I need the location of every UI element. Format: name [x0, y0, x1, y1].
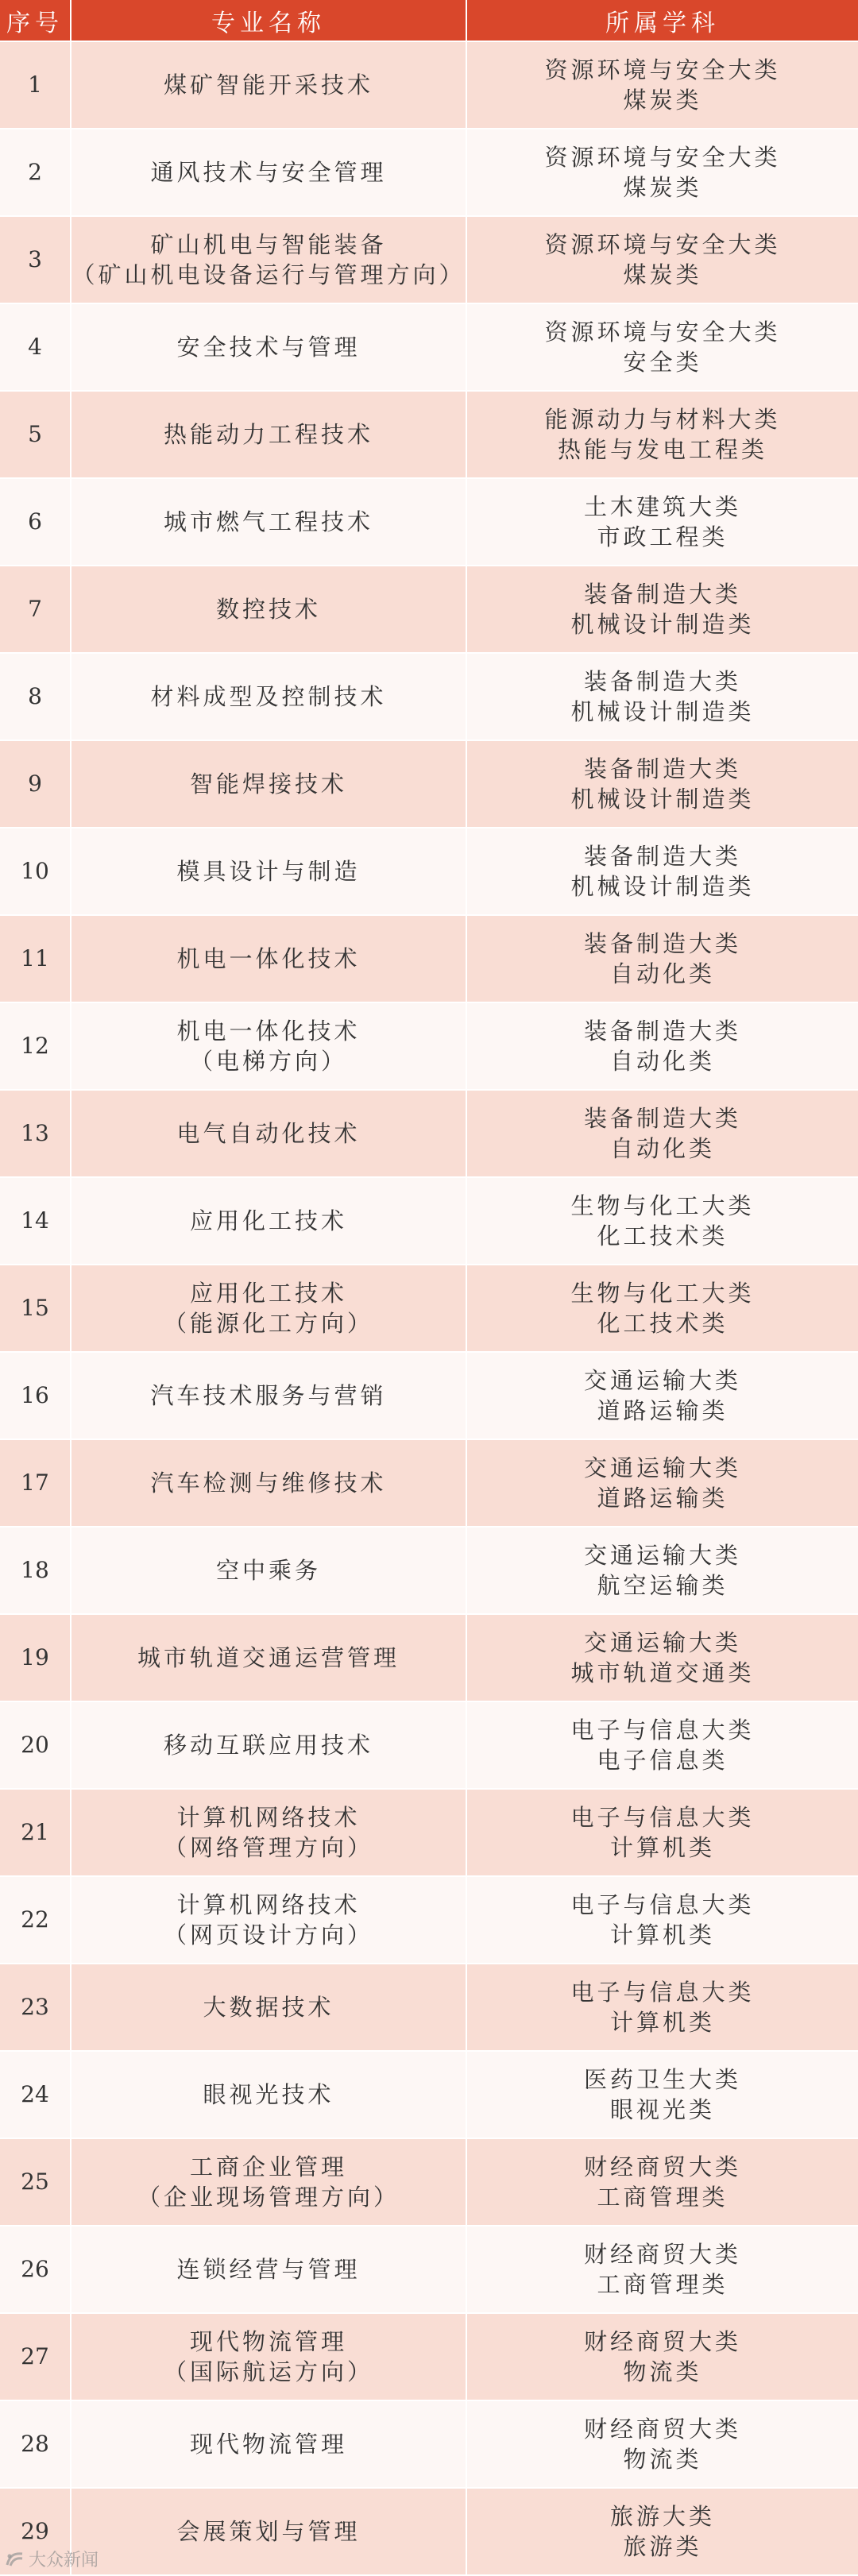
cell-category [466, 2313, 858, 2400]
category-line: 煤炭类 [623, 174, 702, 201]
major-name-line: 材料成型及控制技术 [150, 683, 387, 710]
category-line: 电子与信息大类 [570, 1891, 755, 1918]
table-row [0, 2488, 858, 2575]
category-line: 财经商贸大类 [583, 2416, 741, 2443]
cell-category [466, 2051, 858, 2138]
category-line: 工商管理类 [597, 2184, 729, 2211]
table-row [0, 828, 858, 915]
category-line: 安全类 [623, 349, 702, 376]
cell-category [466, 1002, 858, 1090]
cell-serial: 29 [0, 2488, 71, 2575]
header-major-name: 专业名称 [71, 0, 466, 41]
table-row [0, 2313, 858, 2400]
major-name-line: 计算机网络技术 [176, 1804, 361, 1831]
cell-category [466, 1789, 858, 1876]
major-name-line: （电梯方向） [189, 1048, 347, 1075]
cell-major-name [71, 653, 466, 740]
cell-major-name [71, 1439, 466, 1527]
table-row [0, 740, 858, 828]
category-line: 机械设计制造类 [570, 873, 755, 900]
category-line: 航空运输类 [597, 1572, 729, 1599]
category-line: 计算机类 [609, 1921, 715, 1948]
cell-serial: 5 [0, 391, 71, 478]
cell-serial: 12 [0, 1002, 71, 1090]
major-name-line: 汽车技术服务与营销 [150, 1382, 387, 1409]
cell-serial: 22 [0, 1876, 71, 1964]
cell-major-name [71, 2400, 466, 2488]
cell-major-name [71, 1002, 466, 1090]
category-line: 自动化类 [609, 1048, 715, 1075]
watermark [5, 2547, 99, 2571]
cell-serial: 19 [0, 1614, 71, 1701]
cell-major-name [71, 391, 466, 478]
table-row [0, 1265, 858, 1352]
cell-major-name [71, 41, 466, 129]
category-line: 电子信息类 [597, 1747, 729, 1774]
major-name-line: （国际航运方向） [163, 2358, 373, 2385]
cell-category [466, 41, 858, 129]
major-name-line: 智能焊接技术 [189, 770, 347, 798]
major-name-line: 会展策划与管理 [176, 2518, 361, 2545]
category-line: 财经商贸大类 [583, 2328, 741, 2355]
table-row [0, 2226, 858, 2313]
major-name-line: 通风技术与安全管理 [150, 159, 387, 186]
dazhong-logo-icon [5, 2551, 25, 2568]
cell-serial: 6 [0, 478, 71, 566]
category-line: 交通运输大类 [583, 1454, 741, 1481]
cell-serial: 15 [0, 1265, 71, 1352]
cell-major-name [71, 566, 466, 653]
category-line: 医药卫生大类 [583, 2066, 741, 2093]
cell-serial: 11 [0, 915, 71, 1002]
header-category: 所属学科 [466, 0, 858, 41]
cell-serial: 7 [0, 566, 71, 653]
category-line: 计算机类 [609, 2009, 715, 2036]
cell-major-name [71, 1265, 466, 1352]
category-line: 工商管理类 [597, 2271, 729, 2298]
category-line: 电子与信息大类 [570, 1979, 755, 2006]
cell-category [466, 1090, 858, 1177]
watermark-text: 大众新闻 [29, 2551, 99, 2570]
cell-major-name [71, 2488, 466, 2575]
cell-category [466, 1265, 858, 1352]
table-row [0, 1352, 858, 1439]
cell-major-name [71, 1614, 466, 1701]
cell-major-name [71, 478, 466, 566]
cell-major-name [71, 1090, 466, 1177]
major-name-line: 数控技术 [215, 596, 321, 623]
cell-major-name [71, 2313, 466, 2400]
category-line: 装备制造大类 [583, 581, 741, 608]
category-line: 市政工程类 [597, 523, 729, 550]
category-line: 装备制造大类 [583, 930, 741, 957]
category-line: 化工技术类 [597, 1310, 729, 1337]
cell-category [466, 129, 858, 216]
cell-category [466, 1964, 858, 2051]
cell-major-name [71, 216, 466, 303]
cell-serial: 4 [0, 303, 71, 391]
cell-serial: 23 [0, 1964, 71, 2051]
major-name-line: 应用化工技术 [189, 1280, 347, 1307]
cell-major-name [71, 1701, 466, 1789]
table-row [0, 216, 858, 303]
major-name-line: 煤矿智能开采技术 [163, 71, 373, 98]
category-line: 煤炭类 [623, 261, 702, 288]
cell-category [466, 1614, 858, 1701]
cell-major-name [71, 915, 466, 1002]
category-line: 计算机类 [609, 1834, 715, 1861]
major-name-line: （企业现场管理方向） [137, 2184, 400, 2211]
category-line: 资源环境与安全大类 [544, 56, 781, 83]
category-line: 资源环境与安全大类 [544, 231, 781, 258]
category-line: 物流类 [623, 2358, 702, 2385]
cell-major-name [71, 1876, 466, 1964]
category-line: 道路运输类 [597, 1397, 729, 1424]
table-header-row [0, 0, 858, 41]
category-line: 装备制造大类 [583, 668, 741, 695]
cell-serial: 25 [0, 2138, 71, 2226]
cell-major-name [71, 1352, 466, 1439]
category-line: 生物与化工大类 [570, 1192, 755, 1219]
category-line: 装备制造大类 [583, 1105, 741, 1132]
table-row [0, 41, 858, 129]
cell-major-name [71, 2051, 466, 2138]
table-row [0, 2051, 858, 2138]
table-row [0, 1701, 858, 1789]
category-line: 自动化类 [609, 1135, 715, 1162]
major-name-line: 计算机网络技术 [176, 1891, 361, 1918]
cell-serial: 21 [0, 1789, 71, 1876]
table-row [0, 1789, 858, 1876]
cell-category [466, 1527, 858, 1614]
cell-serial: 2 [0, 129, 71, 216]
major-name-line: 连锁经营与管理 [176, 2256, 361, 2283]
table-row [0, 1177, 858, 1265]
cell-serial: 20 [0, 1701, 71, 1789]
cell-serial: 28 [0, 2400, 71, 2488]
major-name-line: 安全技术与管理 [176, 334, 361, 361]
table-row [0, 566, 858, 653]
cell-major-name [71, 2226, 466, 2313]
table-row [0, 1439, 858, 1527]
major-name-line: 模具设计与制造 [176, 858, 361, 885]
cell-category [466, 1439, 858, 1527]
table-row [0, 1614, 858, 1701]
major-name-line: 汽车检测与维修技术 [150, 1470, 387, 1497]
cell-serial: 9 [0, 740, 71, 828]
category-line: 眼视光类 [609, 2096, 715, 2123]
major-name-line: 机电一体化技术 [176, 945, 361, 972]
cell-serial: 26 [0, 2226, 71, 2313]
category-line: 生物与化工大类 [570, 1280, 755, 1307]
cell-category [466, 1701, 858, 1789]
table-row [0, 2400, 858, 2488]
cell-category [466, 2138, 858, 2226]
category-line: 道路运输类 [597, 1485, 729, 1512]
table-row [0, 1002, 858, 1090]
table-row [0, 1090, 858, 1177]
cell-serial: 10 [0, 828, 71, 915]
table-row [0, 1964, 858, 2051]
table-body [0, 41, 858, 2575]
cell-category [466, 2400, 858, 2488]
cell-serial: 18 [0, 1527, 71, 1614]
cell-major-name [71, 2138, 466, 2226]
category-line: 资源环境与安全大类 [544, 144, 781, 171]
table-row [0, 303, 858, 391]
cell-category [466, 1876, 858, 1964]
cell-category [466, 915, 858, 1002]
table-row [0, 391, 858, 478]
major-name-line: （矿山机电设备运行与管理方向） [72, 261, 466, 288]
category-line: 财经商贸大类 [583, 2153, 741, 2180]
cell-serial: 17 [0, 1439, 71, 1527]
category-line: 机械设计制造类 [570, 698, 755, 725]
category-line: 电子与信息大类 [570, 1804, 755, 1831]
category-line: 热能与发电工程类 [557, 436, 767, 463]
major-name-line: 城市轨道交通运营管理 [137, 1644, 400, 1671]
category-line: 旅游大类 [609, 2503, 715, 2530]
cell-category [466, 216, 858, 303]
cell-category [466, 391, 858, 478]
category-line: 交通运输大类 [583, 1367, 741, 1394]
cell-category [466, 303, 858, 391]
cell-major-name [71, 1527, 466, 1614]
cell-category [466, 1352, 858, 1439]
cell-serial: 13 [0, 1090, 71, 1177]
major-name-line: 矿山机电与智能装备 [150, 231, 387, 258]
table-row [0, 2138, 858, 2226]
cell-major-name [71, 828, 466, 915]
cell-category [466, 478, 858, 566]
major-name-line: （能源化工方向） [163, 1310, 373, 1337]
cell-major-name [71, 1964, 466, 2051]
cell-category [466, 740, 858, 828]
category-line: 城市轨道交通类 [570, 1659, 755, 1686]
major-name-line: 眼视光技术 [203, 2081, 334, 2108]
table-row [0, 129, 858, 216]
major-name-line: 热能动力工程技术 [163, 421, 373, 448]
category-line: 机械设计制造类 [570, 786, 755, 813]
cell-serial: 3 [0, 216, 71, 303]
header-serial: 序号 [0, 0, 71, 41]
cell-major-name [71, 1177, 466, 1265]
category-line: 化工技术类 [597, 1222, 729, 1249]
table-row [0, 915, 858, 1002]
cell-serial: 24 [0, 2051, 71, 2138]
cell-major-name [71, 303, 466, 391]
table-row [0, 478, 858, 566]
cell-category [466, 2226, 858, 2313]
cell-category [466, 2488, 858, 2575]
category-line: 旅游类 [623, 2533, 702, 2560]
cell-serial: 1 [0, 41, 71, 129]
major-name-line: （网络管理方向） [163, 1834, 373, 1861]
major-name-line: 机电一体化技术 [176, 1018, 361, 1045]
category-line: 财经商贸大类 [583, 2241, 741, 2268]
cell-serial: 27 [0, 2313, 71, 2400]
category-line: 机械设计制造类 [570, 611, 755, 638]
major-name-line: 空中乘务 [215, 1557, 321, 1584]
category-line: 交通运输大类 [583, 1542, 741, 1569]
cell-category [466, 828, 858, 915]
table-row [0, 1876, 858, 1964]
cell-category [466, 1177, 858, 1265]
category-line: 电子与信息大类 [570, 1717, 755, 1744]
category-line: 装备制造大类 [583, 755, 741, 782]
cell-serial: 8 [0, 653, 71, 740]
category-line: 交通运输大类 [583, 1629, 741, 1656]
cell-category [466, 653, 858, 740]
cell-major-name [71, 129, 466, 216]
cell-serial: 16 [0, 1352, 71, 1439]
category-line: 土木建筑大类 [583, 493, 741, 520]
category-line: 煤炭类 [623, 87, 702, 114]
major-name-line: 电气自动化技术 [176, 1120, 361, 1147]
major-name-line: 工商企业管理 [189, 2153, 347, 2180]
major-name-line: （网页设计方向） [163, 1921, 373, 1948]
category-line: 物流类 [623, 2446, 702, 2473]
cell-serial: 14 [0, 1177, 71, 1265]
major-name-line: 城市燃气工程技术 [163, 508, 373, 535]
major-name-line: 移动互联应用技术 [163, 1732, 373, 1759]
major-name-line: 大数据技术 [203, 1994, 334, 2021]
cell-major-name [71, 740, 466, 828]
category-line: 能源动力与材料大类 [544, 406, 781, 433]
major-name-line: 应用化工技术 [189, 1207, 347, 1234]
cell-category [466, 566, 858, 653]
cell-major-name [71, 1789, 466, 1876]
category-line: 装备制造大类 [583, 1018, 741, 1045]
table-row [0, 1527, 858, 1614]
table-row [0, 653, 858, 740]
major-name-line: 现代物流管理 [189, 2328, 347, 2355]
category-line: 自动化类 [609, 960, 715, 987]
category-line: 资源环境与安全大类 [544, 319, 781, 346]
major-name-line: 现代物流管理 [189, 2431, 347, 2458]
category-line: 装备制造大类 [583, 843, 741, 870]
